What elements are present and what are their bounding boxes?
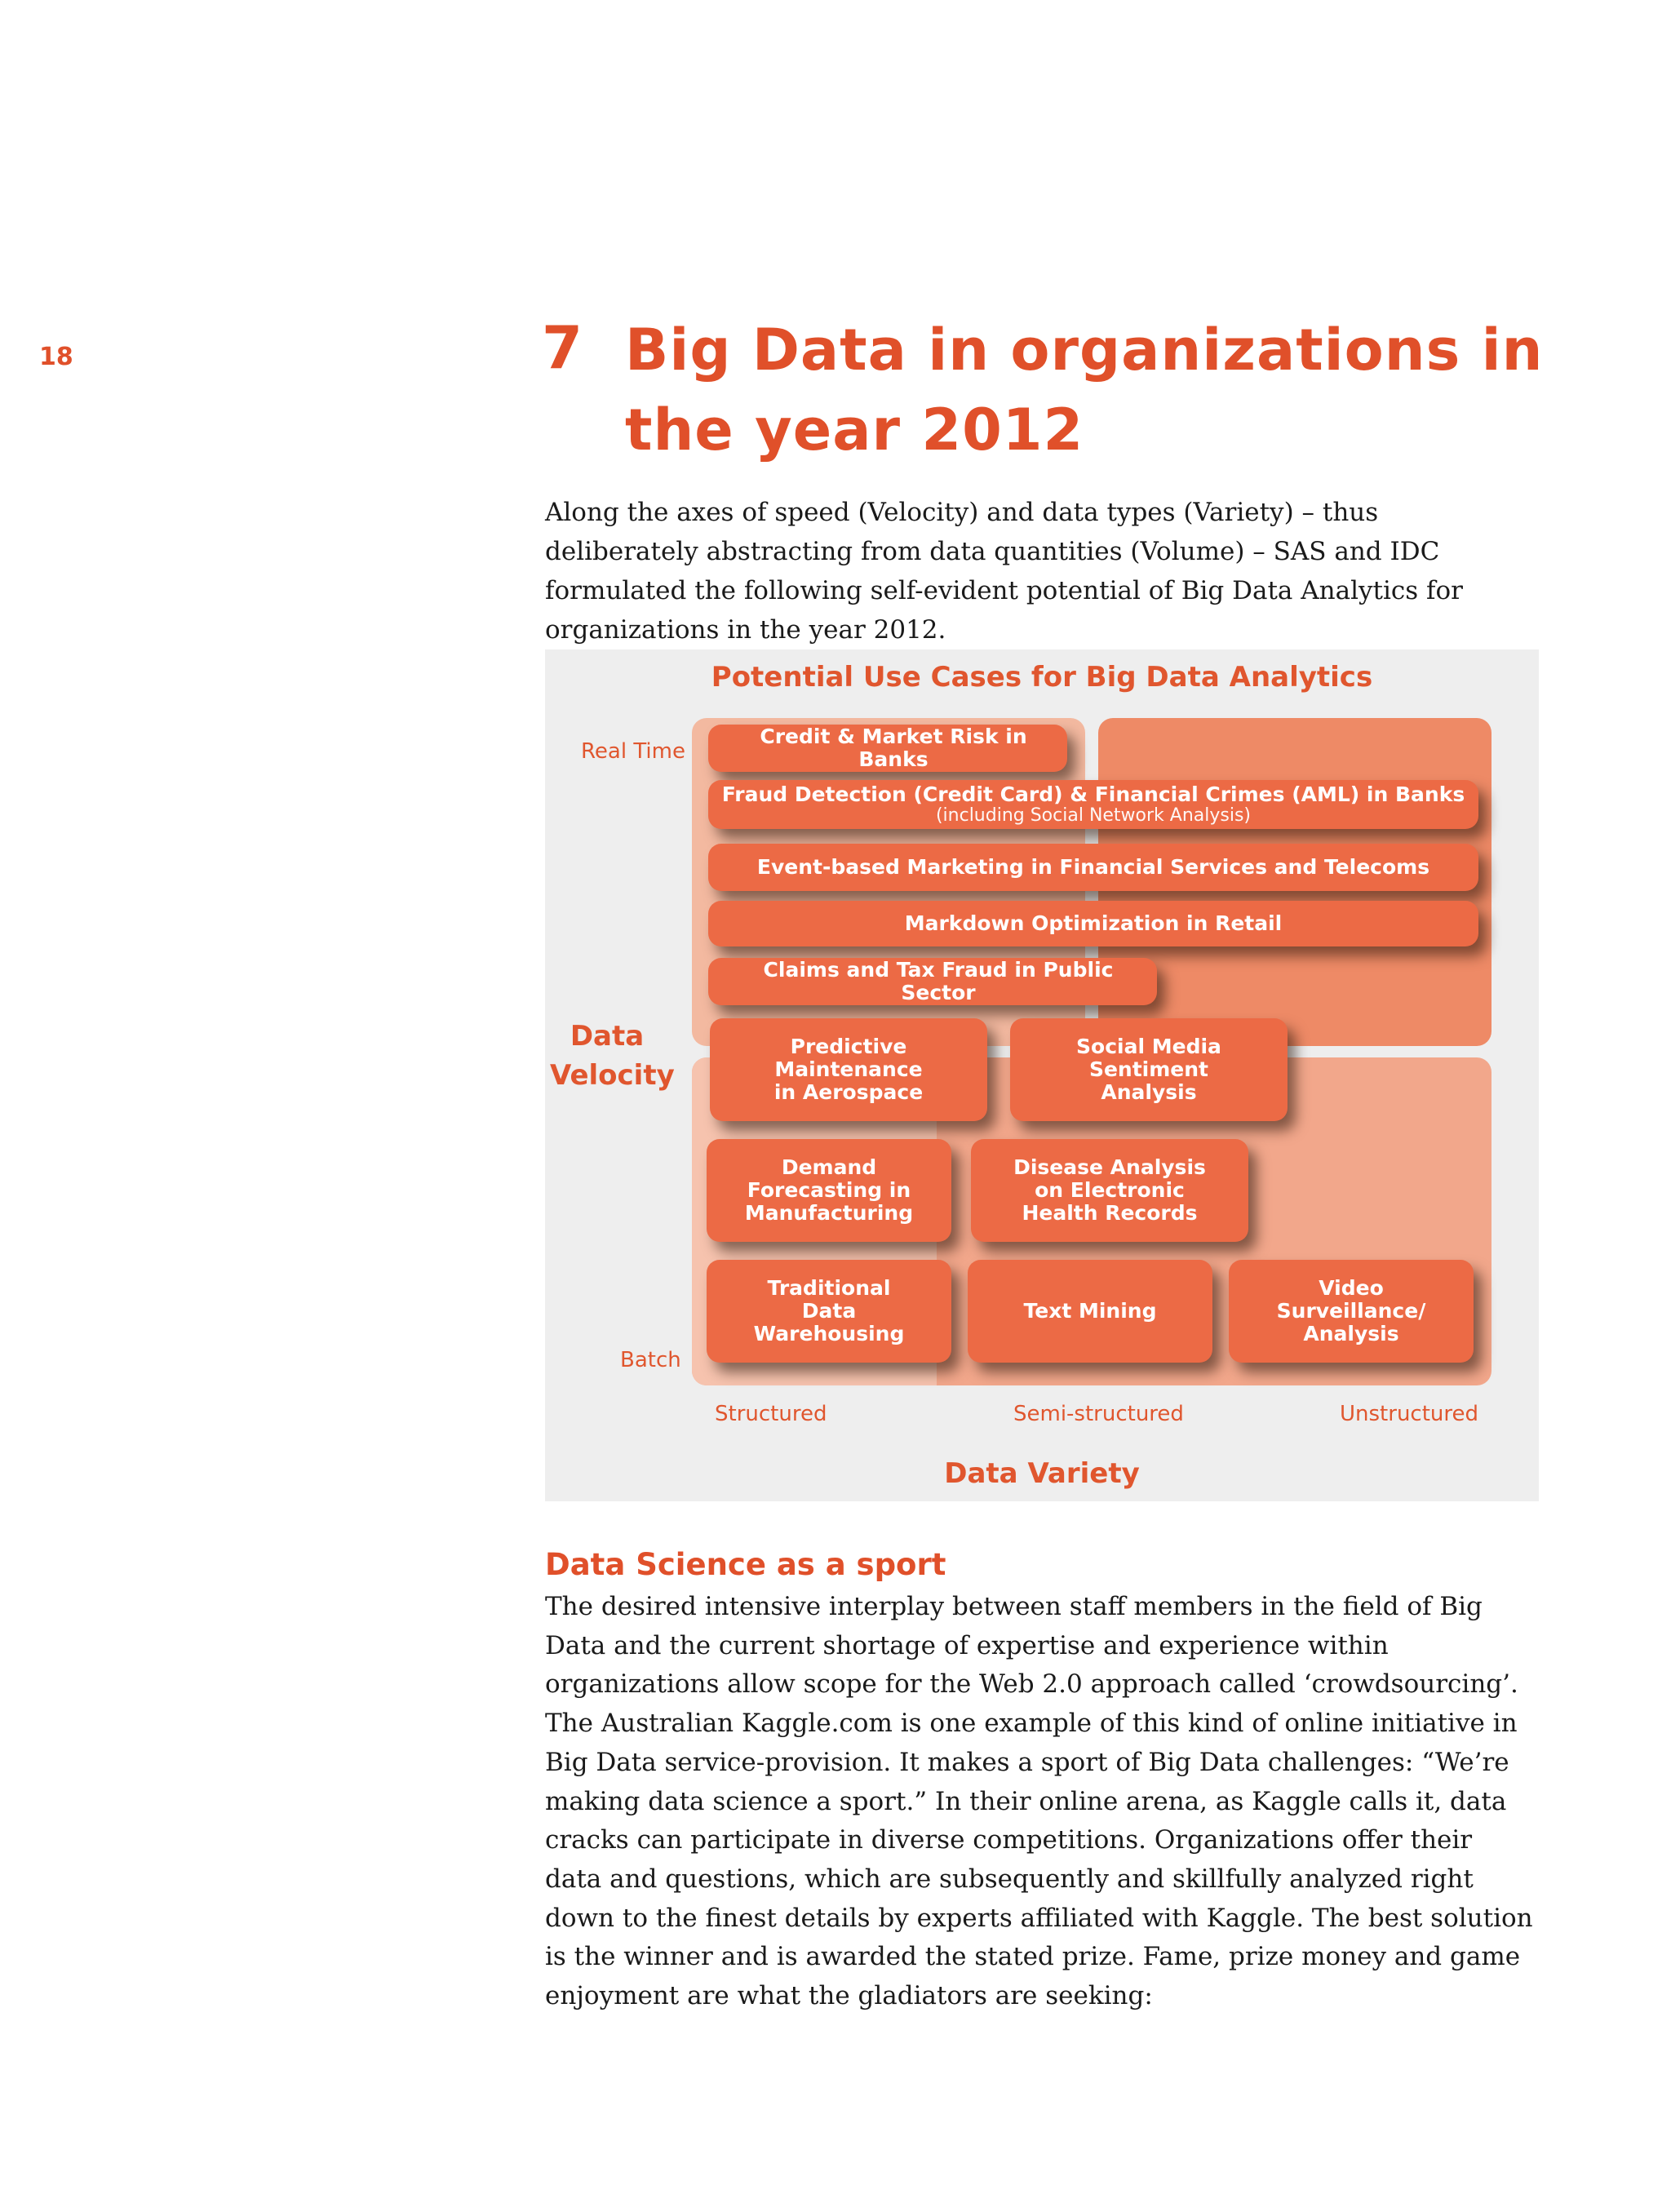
page-number: 18 xyxy=(39,343,73,371)
use-case-label: Disease Analysis on Electronic Health Records xyxy=(1013,1155,1206,1225)
use-case-label: Claims and Tax Fraud in Public Sector xyxy=(763,958,1114,1004)
use-case-label: Markdown Optimization in Retail xyxy=(904,911,1283,935)
use-case-label: Predictive Maintenance in Aerospace xyxy=(773,1035,924,1104)
axis-title-velocity: Data Velocity xyxy=(550,1020,675,1092)
use-case-label: Traditional Data Warehousing xyxy=(753,1276,905,1345)
use-case-label: Credit & Market Risk in Banks xyxy=(760,725,1027,771)
use-cases-figure xyxy=(545,649,1539,1501)
use-case-label: Event-based Marketing in Financial Services and Telecoms xyxy=(756,855,1430,879)
axis-label-structured: Structured xyxy=(715,1402,827,1426)
use-case-event-marketing xyxy=(708,844,1478,891)
axis-label-semi-structured: Semi-structured xyxy=(1013,1402,1184,1426)
figure-title: Potential Use Cases for Big Data Analytics xyxy=(711,661,1373,694)
axis-label-unstructured: Unstructured xyxy=(1340,1402,1479,1426)
use-case-demand-forecasting xyxy=(707,1139,951,1242)
use-case-markdown xyxy=(708,901,1478,946)
use-case-fraud-detection xyxy=(708,780,1478,829)
use-case-label: Video Surveillance/ Analysis xyxy=(1276,1276,1426,1345)
section-heading: Data Science as a sport xyxy=(545,1547,946,1582)
use-case-label: Text Mining xyxy=(1023,1299,1157,1323)
use-case-label: Social Media Sentiment Analysis xyxy=(1076,1035,1221,1104)
use-case-predictive-maintenance xyxy=(710,1018,987,1121)
chapter-title: Big Data in organizations in the year 2012 xyxy=(625,317,1544,463)
use-case-video-surveillance xyxy=(1229,1260,1474,1363)
use-case-label: Demand Forecasting in Manufacturing xyxy=(744,1155,914,1225)
intro-paragraph: Along the axes of speed (Velocity) and data types (Variety) – thus deliberately abstracting from data quantities (Volume) – SAS and IDC formulated the following self-evident potential of Big Data Analytics for organizations in the year 2012. xyxy=(545,498,1463,645)
use-case-label: Fraud Detection (Credit Card) & Financial Crimes (AML) in Banks xyxy=(721,782,1465,806)
use-case-text-mining xyxy=(968,1260,1212,1363)
axis-label-real-time: Real Time xyxy=(581,739,685,764)
body-paragraph: The desired intensive interplay between staff members in the field of Big Data and the current shortage of expertise and experience within organizations allow scope for the Web 2.0 approach called ‘crowdsourcing’. The Australian Kaggle.com is one example of this kind of online initiative in Big Data service-provision. It makes a sport of Big Data challenges: “We’re making data science a sport.” In their online arena, as Kaggle calls it, data cracks can participate in diverse competitions. Organizations offer their data and questions, which are subsequently and skillfully analyzed right down to the finest details by experts affiliated with Kaggle. The best solution is the winner and is awarded the stated prize. Fame, prize money and game enjoyment are what the gladiators are seeking: xyxy=(545,1592,1533,2011)
use-case-social-media xyxy=(1010,1018,1288,1121)
axis-title-variety: Data Variety xyxy=(944,1457,1140,1490)
use-case-disease-analysis xyxy=(971,1139,1248,1242)
axis-label-batch: Batch xyxy=(620,1348,681,1372)
use-case-credit-risk xyxy=(708,725,1067,772)
chapter-number: 7 xyxy=(542,313,583,382)
use-case-traditional-dw xyxy=(707,1260,951,1363)
use-case-sublabel: (including Social Network Analysis) xyxy=(935,805,1252,826)
use-case-claims-fraud xyxy=(708,958,1157,1005)
